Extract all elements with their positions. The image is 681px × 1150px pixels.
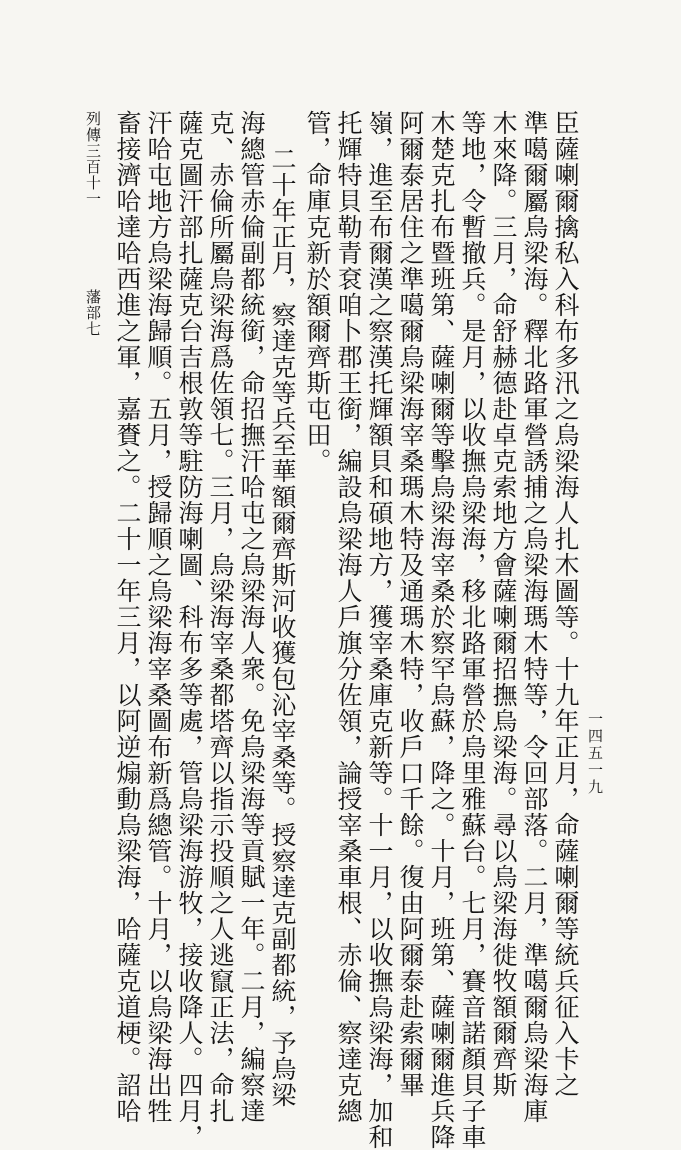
text-column: 二十年正月，察達克等兵至華額爾齊斯河收獲包沁宰桑等。授察達克副都統，予烏梁	[268, 146, 297, 1108]
text-column: 木楚克扎布暨班第、薩喇爾等擊烏梁海宰桑於察罕烏蘇，降之。十月，班第、薩喇爾進兵降	[427, 110, 456, 1150]
text-column: 阿爾泰居住之準噶爾烏梁海宰桑瑪木特及通瑪木特，收戶口千餘。復由阿爾泰赴索爾畢	[396, 110, 425, 1098]
text-column: 木來降。三月，命舒赫德赴卓克索地方會薩喇爾招撫烏梁海。尋以烏梁海徙牧額爾齊斯	[489, 110, 518, 1098]
text-column: 汗哈屯地方烏梁海歸順。五月，授歸順之烏梁海宰桑圖布新爲總管。十月，以烏梁海出牲	[144, 110, 173, 1124]
text-column: 等地，令暫撤兵。是月，以收撫烏梁海，移北路軍營於烏里雅蘇台。七月，賽音諾顏貝子車	[458, 110, 487, 1150]
text-column: 薩克圖汗部扎薩克台吉根敦等駐防海喇圖、科布多等處，管烏梁海游牧，接收降人。四月，	[175, 110, 204, 1150]
text-column: 克、赤倫所屬烏梁海爲佐領七。三月，烏梁海宰桑都塔齊以指示投順之人逃竄正法，命扎	[206, 110, 235, 1124]
text-column: 臣薩喇爾擒私入科布多汛之烏梁海人扎木圖等。十九年正月，命薩喇爾等統兵征入卡之	[551, 110, 580, 1098]
header-volume: 列傳三百十一	[84, 111, 102, 207]
header-section: 藩部七	[84, 289, 102, 337]
page-number: 一四五一九	[586, 711, 604, 796]
text-column: 海總管赤倫副都統銜，命招撫汗哈屯之烏梁海人衆。免烏梁海等貢賦一年。二月，編察達	[237, 110, 266, 1124]
running-header	[83, 111, 104, 337]
text-column: 嶺，進至布爾漢之察漢托輝額貝和碩地方，獲宰桑庫克新等。十一月，以收撫烏梁海，加和	[365, 110, 394, 1150]
text-column: 管，命庫克新於額爾齊斯屯田。	[303, 110, 332, 474]
text-column: 托輝特貝勒青袞咱卜郡王銜，編設烏梁海人戶旗分佐領，論授宰桑車根、赤倫、察達克總	[334, 110, 363, 1124]
text-column: 畜接濟哈達哈西進之軍，嘉賚之。二十一年三月，以阿逆煽動烏梁海，哈薩克道梗。詔哈	[113, 110, 142, 1124]
text-column: 準噶爾屬烏梁海。釋北路軍營誘捕之烏梁海瑪木特等，令回部落。二月，準噶爾烏梁海庫	[520, 110, 549, 1124]
